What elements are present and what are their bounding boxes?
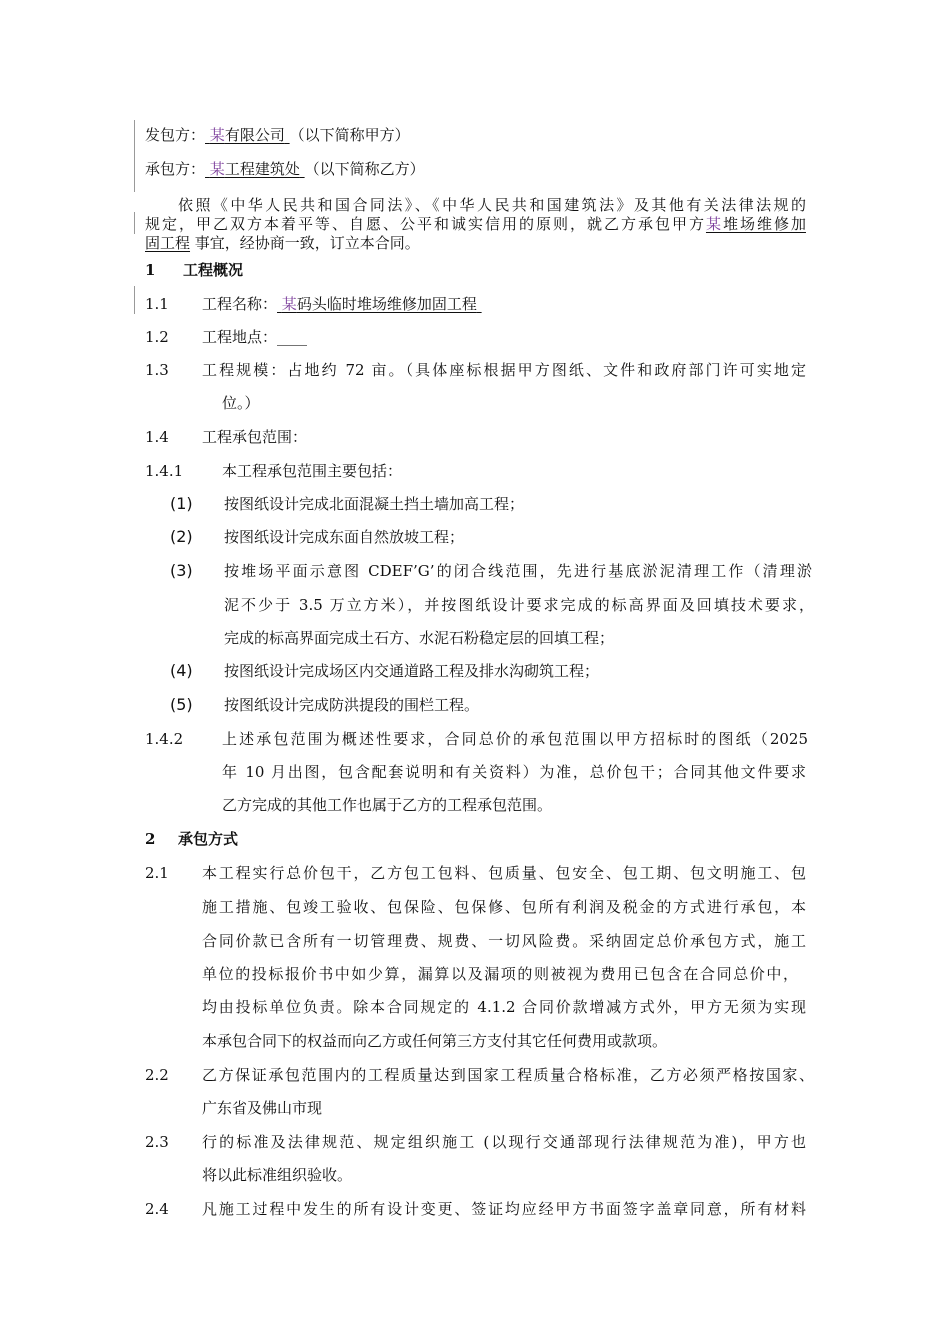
item-1-4-2-line: 年 10 月出图，包含配套说明和有关资料）为准，总价包干；合同其他文件要求 <box>222 763 806 781</box>
list-item-text: 按堆场平面示意图 CDEF’G’的闭合线范围，先进行基底淤泥清理工作（清理淤 <box>224 562 812 580</box>
item-2-1-line: 合同价款已含所有一切管理费、规费、一切风险费。采纳固定总价承包方式，施工 <box>202 932 806 950</box>
item-1-2-text: 工程地点：____ <box>202 328 308 346</box>
list-item-number: (5) <box>170 695 193 714</box>
item-2-2-number: 2.2 <box>145 1066 169 1084</box>
list-item-text: 按图纸设计完成场区内交通道路工程及排水沟砌筑工程； <box>224 662 600 680</box>
item-2-2-line: 乙方保证承包范围内的工程质量达到国家工程质量合格标准，乙方必须严格按国家、 <box>202 1066 814 1084</box>
employer-line <box>145 125 410 145</box>
intro-line-3: 固工程 事宜，经协商一致，订立本合同。 <box>145 234 420 252</box>
item-1-3-line-1: 工程规模：占地约 72 亩。（具体座标根据甲方图纸、文件和政府部门许可实地定 <box>202 361 806 379</box>
employer-label: 发包方： <box>145 126 206 144</box>
item-1-4-text: 工程承包范围： <box>202 428 308 446</box>
section-1-title: 工程概况 <box>183 261 244 279</box>
item-1-1-number: 1.1 <box>145 295 169 313</box>
list-item-number: (3) <box>170 561 193 580</box>
item-1-4-2-number: 1.4.2 <box>145 730 184 748</box>
intro-line-1: 依照《中华人民共和国合同法》、《中华人民共和国建筑法》及其他有关法律法规的 <box>178 196 806 214</box>
item-2-4-number: 2.4 <box>145 1200 169 1218</box>
employer-name: 某有限公司 <box>209 126 285 144</box>
list-item-number: (4) <box>170 661 193 680</box>
item-2-1-line: 本承包合同下的权益而向乙方或任何第三方支付其它任何费用或款项。 <box>202 1032 668 1050</box>
item-2-3-number: 2.3 <box>145 1133 169 1151</box>
contractor-line <box>145 159 425 179</box>
list-item-text: 按图纸设计完成北面混凝土挡土墙加高工程； <box>224 495 525 513</box>
item-2-1-line: 均由投标单位负责。除本合同规定的 4.1.2 合同价款增减方式外，甲方无须为实现 <box>202 998 806 1016</box>
contractor-name: 某工程建筑处 <box>209 160 300 178</box>
item-1-4-2-line: 乙方完成的其他工作也属于乙方的工程承包范围。 <box>222 796 553 814</box>
contractor-label: 承包方： <box>145 160 206 178</box>
revision-bar <box>134 212 135 234</box>
intro-line-2: 规定，甲乙双方本着平等、自愿、公平和诚实信用的原则，就乙方承包甲方某堆场维修加 <box>145 215 806 233</box>
contractor-suffix: （以下简称乙方） <box>304 160 425 178</box>
item-2-1-number: 2.1 <box>145 864 169 882</box>
revision-bar <box>134 120 135 192</box>
item-1-4-number: 1.4 <box>145 428 169 446</box>
list-item-text: 完成的标高界面完成土石方、水泥石粉稳定层的回填工程； <box>224 629 615 647</box>
list-item-number: (2) <box>170 527 193 546</box>
employer-suffix: （以下简称甲方） <box>289 126 410 144</box>
list-item-text: 按图纸设计完成防洪提段的围栏工程。 <box>224 696 480 714</box>
revision-bar <box>134 286 135 314</box>
item-2-3-line: 行的标准及法律规范、规定组织施工 (以现行交通部现行法律规范为准)，甲方也 <box>202 1133 806 1151</box>
section-2-number: 2 <box>145 830 156 848</box>
item-1-3-number: 1.3 <box>145 361 169 379</box>
item-2-4-line: 凡施工过程中发生的所有设计变更、签证均应经甲方书面签字盖章同意，所有材料 <box>202 1200 806 1218</box>
list-item-text: 按图纸设计完成东面自然放坡工程； <box>224 528 465 546</box>
item-1-4-2-line: 上述承包范围为概述性要求，合同总价的承包范围以甲方招标时的图纸（2025 <box>222 730 808 748</box>
item-1-3-line-2: 位。） <box>222 394 260 412</box>
list-item-text: 泥不少于 3.5 万立方米），并按图纸设计要求完成的标高界面及回填技术要求， <box>224 596 814 614</box>
item-2-3-line: 将以此标准组织验收。 <box>202 1166 353 1184</box>
section-2-title: 承包方式 <box>178 830 239 848</box>
list-item-number: (1) <box>170 494 193 513</box>
item-2-2-line: 广东省及佛山市现 <box>202 1099 323 1117</box>
item-2-1-line: 施工措施、包竣工验收、包保险、包保修、包所有利润及税金的方式进行承包，本 <box>202 898 806 916</box>
section-1-number: 1 <box>145 261 156 279</box>
item-1-4-1-text: 本工程承包范围主要包括： <box>222 462 403 480</box>
item-2-1-line: 单位的投标报价书中如少算，漏算以及漏项的则被视为费用已包含在合同总价中， <box>202 965 798 983</box>
item-1-4-1-number: 1.4.1 <box>145 462 184 480</box>
item-2-1-line: 本工程实行总价包干，乙方包工包料、包质量、包安全、包工期、包文明施工、包 <box>202 864 806 882</box>
item-1-2-number: 1.2 <box>145 328 169 346</box>
item-1-1-text: 工程名称： 某码头临时堆场维修加固工程 <box>202 295 477 313</box>
